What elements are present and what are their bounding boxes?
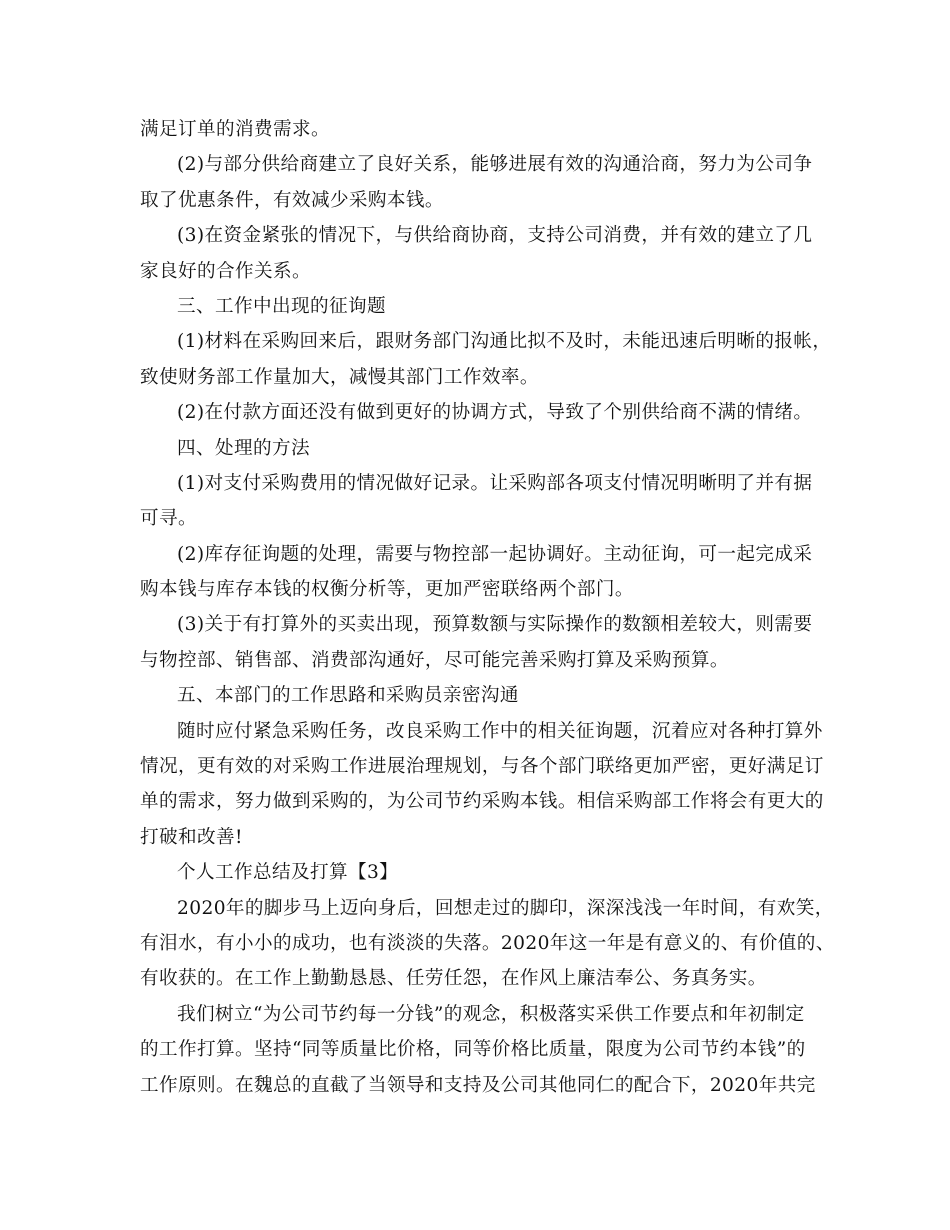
text-line: 可寻。 (140, 508, 197, 530)
text-line: 与物控部、销售部、消费部沟通好，尽可能完善采购打算及采购预算。 (140, 649, 729, 671)
text-line: 工作原则。在魏总的直截了当领导和支持及公司其他同仁的配合下，2020年共完 (140, 1074, 816, 1096)
text-line: 个人工作总结及打算【3】 (177, 862, 399, 884)
text-line: 有收获的。在工作上勤勤恳恳、任劳任怨，在作风上廉洁奉公、务真务实。 (140, 968, 767, 990)
text-line: 单的需求，努力做到采购的，为公司节约采购本钱。相信采购部工作将会有更大的 (140, 791, 824, 813)
text-line: (2)与部分供给商建立了良好关系，能够进展有效的沟通洽商，努力为公司争 (177, 154, 813, 176)
text-line: (3)关于有打算外的买卖出现，预算数额与实际操作的数额相差较大，则需要 (177, 614, 813, 636)
document-body (140, 112, 835, 1103)
text-line: 家良好的合作关系。 (140, 260, 311, 282)
text-line: (1)对支付采购费用的情况做好记录。让采购部各项支付情况明晰明了并有据 (177, 472, 813, 494)
text-line: 购本钱与库存本钱的权衡分析等，更加严密联络两个部门。 (140, 579, 634, 601)
text-line: 打破和改善! (140, 826, 243, 848)
text-line: (2)在付款方面还没有做到更好的协调方式，导致了个别供给商不满的情绪。 (177, 402, 813, 424)
text-line: 情况，更有效的对采购工作进展治理规划，与各个部门联络更加严密，更好满足订 (140, 756, 824, 778)
text-line: 我们树立“为公司节约每一分钱”的观念，积极落实采供工作要点和年初制定 (177, 1003, 805, 1025)
text-line: (1)材料在采购回来后，跟财务部门沟通比拟不及时，未能迅速后明晰的报帐， (177, 331, 832, 353)
text-line: 有泪水，有小小的成功，也有淡淡的失落。2020年这一年是有意义的、有价值的、 (140, 932, 835, 954)
text-line: (2)库存征询题的处理，需要与物控部一起协调好。主动征询，可一起完成采 (177, 543, 813, 565)
text-line: 四、处理的方法 (177, 437, 310, 459)
text-line: (3)在资金紧张的情况下，与供给商协商，支持公司消费，并有效的建立了几 (177, 225, 813, 247)
text-line: 满足订单的消费需求。 (140, 119, 330, 140)
text-line: 三、工作中出现的征询题 (177, 295, 386, 317)
text-line: 五、本部门的工作思路和采购员亲密沟通 (177, 685, 519, 707)
text-line: 致使财务部工作量加大，减慢其部门工作效率。 (140, 366, 539, 388)
text-line: 取了优惠条件，有效减少采购本钱。 (140, 189, 444, 211)
text-line: 随时应付紧急采购任务，改良采购工作中的相关征询题，沉着应对各种打算外 (177, 720, 823, 742)
text-line: 2020年的脚步马上迈向身后，回想走过的脚印，深深浅浅一年时间，有欢笑， (177, 897, 834, 919)
text-line: 的工作打算。坚持“同等质量比价格，同等价格比质量，限度为公司节约本钱”的 (140, 1039, 806, 1061)
